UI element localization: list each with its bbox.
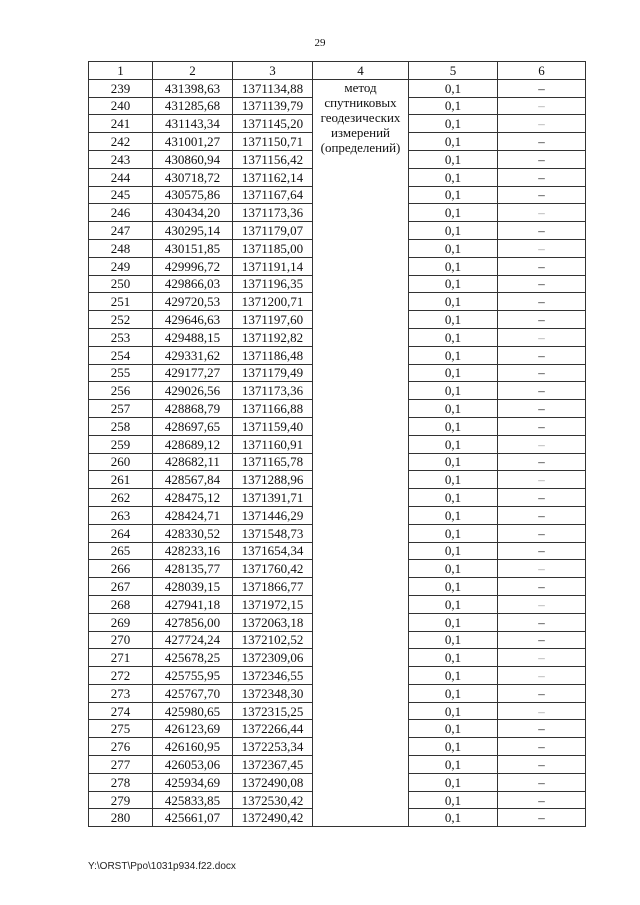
accuracy-cell: 0,1: [409, 756, 498, 774]
dash-cell: –: [498, 115, 586, 133]
accuracy-cell: 0,1: [409, 613, 498, 631]
header-col-1: 1: [89, 62, 153, 80]
accuracy-cell: 0,1: [409, 115, 498, 133]
dash-cell: –: [498, 595, 586, 613]
dash-cell: –: [498, 631, 586, 649]
accuracy-cell: 0,1: [409, 524, 498, 542]
x-coordinate-cell: 431285,68: [153, 97, 233, 115]
point-number-cell: 241: [89, 115, 153, 133]
y-coordinate-cell: 1371197,60: [233, 311, 313, 329]
y-coordinate-cell: 1372315,25: [233, 702, 313, 720]
point-number-cell: 273: [89, 684, 153, 702]
x-coordinate-cell: 430151,85: [153, 239, 233, 257]
accuracy-cell: 0,1: [409, 257, 498, 275]
dash-cell: –: [498, 364, 586, 382]
accuracy-cell: 0,1: [409, 506, 498, 524]
x-coordinate-cell: 427941,18: [153, 595, 233, 613]
point-number-cell: 240: [89, 97, 153, 115]
accuracy-cell: 0,1: [409, 489, 498, 507]
point-number-cell: 248: [89, 239, 153, 257]
dash-cell: –: [498, 471, 586, 489]
accuracy-cell: 0,1: [409, 346, 498, 364]
dash-cell: –: [498, 791, 586, 809]
point-number-cell: 259: [89, 435, 153, 453]
dash-cell: –: [498, 97, 586, 115]
y-coordinate-cell: 1371548,73: [233, 524, 313, 542]
accuracy-cell: 0,1: [409, 453, 498, 471]
accuracy-cell: 0,1: [409, 382, 498, 400]
dash-cell: –: [498, 560, 586, 578]
dash-cell: –: [498, 453, 586, 471]
point-number-cell: 277: [89, 756, 153, 774]
y-coordinate-cell: 1371200,71: [233, 293, 313, 311]
y-coordinate-cell: 1371165,78: [233, 453, 313, 471]
dash-cell: –: [498, 293, 586, 311]
y-coordinate-cell: 1371972,15: [233, 595, 313, 613]
x-coordinate-cell: 428682,11: [153, 453, 233, 471]
page-number: 29: [314, 37, 326, 49]
point-number-cell: 271: [89, 649, 153, 667]
accuracy-cell: 0,1: [409, 809, 498, 827]
accuracy-cell: 0,1: [409, 364, 498, 382]
point-number-cell: 276: [89, 738, 153, 756]
y-coordinate-cell: 1371150,71: [233, 133, 313, 151]
dash-cell: –: [498, 346, 586, 364]
point-number-cell: 243: [89, 150, 153, 168]
y-coordinate-cell: 1371760,42: [233, 560, 313, 578]
y-coordinate-cell: 1371145,20: [233, 115, 313, 133]
x-coordinate-cell: 429646,63: [153, 311, 233, 329]
accuracy-cell: 0,1: [409, 631, 498, 649]
accuracy-cell: 0,1: [409, 667, 498, 685]
y-coordinate-cell: 1371288,96: [233, 471, 313, 489]
x-coordinate-cell: 431001,27: [153, 133, 233, 151]
y-coordinate-cell: 1372530,42: [233, 791, 313, 809]
point-number-cell: 269: [89, 613, 153, 631]
x-coordinate-cell: 429996,72: [153, 257, 233, 275]
accuracy-cell: 0,1: [409, 560, 498, 578]
point-number-cell: 280: [89, 809, 153, 827]
x-coordinate-cell: 428868,79: [153, 400, 233, 418]
y-coordinate-cell: 1371391,71: [233, 489, 313, 507]
dash-cell: –: [498, 702, 586, 720]
point-number-cell: 251: [89, 293, 153, 311]
y-coordinate-cell: 1371134,88: [233, 79, 313, 97]
accuracy-cell: 0,1: [409, 150, 498, 168]
dash-cell: –: [498, 79, 586, 97]
dash-cell: –: [498, 649, 586, 667]
x-coordinate-cell: 431143,34: [153, 115, 233, 133]
x-coordinate-cell: 430295,14: [153, 222, 233, 240]
y-coordinate-cell: 1371173,36: [233, 382, 313, 400]
x-coordinate-cell: 428233,16: [153, 542, 233, 560]
point-number-cell: 253: [89, 328, 153, 346]
point-number-cell: 263: [89, 506, 153, 524]
x-coordinate-cell: 428689,12: [153, 435, 233, 453]
method-text-line: метод: [344, 79, 377, 95]
x-coordinate-cell: 429331,62: [153, 346, 233, 364]
point-number-cell: 261: [89, 471, 153, 489]
y-coordinate-cell: 1371160,91: [233, 435, 313, 453]
y-coordinate-cell: 1371159,40: [233, 417, 313, 435]
y-coordinate-cell: 1371166,88: [233, 400, 313, 418]
point-number-cell: 260: [89, 453, 153, 471]
dash-cell: –: [498, 773, 586, 791]
y-coordinate-cell: 1371167,64: [233, 186, 313, 204]
dash-cell: –: [498, 400, 586, 418]
y-coordinate-cell: 1372309,06: [233, 649, 313, 667]
accuracy-cell: 0,1: [409, 311, 498, 329]
accuracy-cell: 0,1: [409, 328, 498, 346]
y-coordinate-cell: 1372063,18: [233, 613, 313, 631]
x-coordinate-cell: 425980,65: [153, 702, 233, 720]
dash-cell: –: [498, 809, 586, 827]
dash-cell: –: [498, 720, 586, 738]
y-coordinate-cell: 1371156,42: [233, 150, 313, 168]
dash-cell: –: [498, 204, 586, 222]
method-text-line: (определений): [320, 139, 401, 155]
accuracy-cell: 0,1: [409, 293, 498, 311]
dash-cell: –: [498, 417, 586, 435]
accuracy-cell: 0,1: [409, 578, 498, 596]
point-number-cell: 272: [89, 667, 153, 685]
x-coordinate-cell: 428697,65: [153, 417, 233, 435]
accuracy-cell: 0,1: [409, 239, 498, 257]
x-coordinate-cell: 429177,27: [153, 364, 233, 382]
accuracy-cell: 0,1: [409, 222, 498, 240]
dash-cell: –: [498, 168, 586, 186]
y-coordinate-cell: 1371446,29: [233, 506, 313, 524]
point-number-cell: 262: [89, 489, 153, 507]
y-coordinate-cell: 1372266,44: [233, 720, 313, 738]
x-coordinate-cell: 431398,63: [153, 79, 233, 97]
method-text-line: измерений: [330, 124, 391, 140]
dash-cell: –: [498, 311, 586, 329]
x-coordinate-cell: 426123,69: [153, 720, 233, 738]
point-number-cell: 274: [89, 702, 153, 720]
header-col-6: 6: [498, 62, 586, 80]
point-number-cell: 254: [89, 346, 153, 364]
x-coordinate-cell: 425934,69: [153, 773, 233, 791]
accuracy-cell: 0,1: [409, 97, 498, 115]
y-coordinate-cell: 1371173,36: [233, 204, 313, 222]
dash-cell: –: [498, 756, 586, 774]
table-body: [89, 79, 586, 826]
y-coordinate-cell: 1372490,08: [233, 773, 313, 791]
dash-cell: –: [498, 222, 586, 240]
y-coordinate-cell: 1371179,49: [233, 364, 313, 382]
y-coordinate-cell: 1371192,82: [233, 328, 313, 346]
x-coordinate-cell: 430718,72: [153, 168, 233, 186]
point-number-cell: 239: [89, 79, 153, 97]
point-number-cell: 268: [89, 595, 153, 613]
header-col-2: 2: [153, 62, 233, 80]
point-number-cell: 266: [89, 560, 153, 578]
point-number-cell: 247: [89, 222, 153, 240]
table-header-row: [89, 62, 586, 80]
x-coordinate-cell: 427856,00: [153, 613, 233, 631]
y-coordinate-cell: 1371185,00: [233, 239, 313, 257]
header-col-3: 3: [233, 62, 313, 80]
file-path-footer: Y:\ORST\Ppo\1031p934.f22.docx: [88, 861, 236, 872]
accuracy-cell: 0,1: [409, 773, 498, 791]
point-number-cell: 245: [89, 186, 153, 204]
y-coordinate-cell: 1371162,14: [233, 168, 313, 186]
accuracy-cell: 0,1: [409, 702, 498, 720]
dash-cell: –: [498, 578, 586, 596]
accuracy-cell: 0,1: [409, 738, 498, 756]
dash-cell: –: [498, 524, 586, 542]
dash-cell: –: [498, 542, 586, 560]
x-coordinate-cell: 429720,53: [153, 293, 233, 311]
dash-cell: –: [498, 613, 586, 631]
x-coordinate-cell: 425833,85: [153, 791, 233, 809]
x-coordinate-cell: 428475,12: [153, 489, 233, 507]
accuracy-cell: 0,1: [409, 595, 498, 613]
x-coordinate-cell: 428135,77: [153, 560, 233, 578]
x-coordinate-cell: 430575,86: [153, 186, 233, 204]
x-coordinate-cell: 425755,95: [153, 667, 233, 685]
y-coordinate-cell: 1371139,79: [233, 97, 313, 115]
accuracy-cell: 0,1: [409, 471, 498, 489]
point-number-cell: 246: [89, 204, 153, 222]
point-number-cell: 256: [89, 382, 153, 400]
method-text-line: геодезических: [320, 109, 401, 125]
dash-cell: –: [498, 435, 586, 453]
point-number-cell: 249: [89, 257, 153, 275]
dash-cell: –: [498, 239, 586, 257]
point-number-cell: 257: [89, 400, 153, 418]
x-coordinate-cell: 426160,95: [153, 738, 233, 756]
accuracy-cell: 0,1: [409, 542, 498, 560]
accuracy-cell: 0,1: [409, 684, 498, 702]
dash-cell: –: [498, 150, 586, 168]
point-number-cell: 267: [89, 578, 153, 596]
accuracy-cell: 0,1: [409, 417, 498, 435]
y-coordinate-cell: 1371191,14: [233, 257, 313, 275]
dash-cell: –: [498, 667, 586, 685]
accuracy-cell: 0,1: [409, 186, 498, 204]
x-coordinate-cell: 426053,06: [153, 756, 233, 774]
x-coordinate-cell: 430860,94: [153, 150, 233, 168]
point-number-cell: 252: [89, 311, 153, 329]
y-coordinate-cell: 1372346,55: [233, 667, 313, 685]
x-coordinate-cell: 428330,52: [153, 524, 233, 542]
point-number-cell: 264: [89, 524, 153, 542]
accuracy-cell: 0,1: [409, 791, 498, 809]
y-coordinate-cell: 1372367,45: [233, 756, 313, 774]
accuracy-cell: 0,1: [409, 204, 498, 222]
y-coordinate-cell: 1372253,34: [233, 738, 313, 756]
y-coordinate-cell: 1371654,34: [233, 542, 313, 560]
point-number-cell: 278: [89, 773, 153, 791]
dash-cell: –: [498, 328, 586, 346]
accuracy-cell: 0,1: [409, 168, 498, 186]
point-number-cell: 270: [89, 631, 153, 649]
x-coordinate-cell: 430434,20: [153, 204, 233, 222]
point-number-cell: 250: [89, 275, 153, 293]
x-coordinate-cell: 429026,56: [153, 382, 233, 400]
point-number-cell: 265: [89, 542, 153, 560]
x-coordinate-cell: 425767,70: [153, 684, 233, 702]
y-coordinate-cell: 1371866,77: [233, 578, 313, 596]
dash-cell: –: [498, 684, 586, 702]
method-cell: [313, 79, 409, 826]
x-coordinate-cell: 425661,07: [153, 809, 233, 827]
x-coordinate-cell: 428424,71: [153, 506, 233, 524]
dash-cell: –: [498, 275, 586, 293]
x-coordinate-cell: 429488,15: [153, 328, 233, 346]
point-number-cell: 258: [89, 417, 153, 435]
y-coordinate-cell: 1371196,35: [233, 275, 313, 293]
point-number-cell: 255: [89, 364, 153, 382]
header-col-4: 4: [313, 62, 409, 80]
y-coordinate-cell: 1372102,52: [233, 631, 313, 649]
accuracy-cell: 0,1: [409, 79, 498, 97]
x-coordinate-cell: 428567,84: [153, 471, 233, 489]
y-coordinate-cell: 1371179,07: [233, 222, 313, 240]
dash-cell: –: [498, 506, 586, 524]
table-row: [89, 79, 586, 97]
dash-cell: –: [498, 489, 586, 507]
dash-cell: –: [498, 382, 586, 400]
x-coordinate-cell: 428039,15: [153, 578, 233, 596]
accuracy-cell: 0,1: [409, 720, 498, 738]
accuracy-cell: 0,1: [409, 435, 498, 453]
point-number-cell: 242: [89, 133, 153, 151]
x-coordinate-cell: 427724,24: [153, 631, 233, 649]
point-number-cell: 279: [89, 791, 153, 809]
header-col-5: 5: [409, 62, 498, 80]
dash-cell: –: [498, 257, 586, 275]
y-coordinate-cell: 1372348,30: [233, 684, 313, 702]
dash-cell: –: [498, 738, 586, 756]
x-coordinate-cell: 425678,25: [153, 649, 233, 667]
dash-cell: –: [498, 133, 586, 151]
accuracy-cell: 0,1: [409, 133, 498, 151]
method-text-line: спутниковых: [324, 94, 397, 110]
accuracy-cell: 0,1: [409, 649, 498, 667]
point-number-cell: 244: [89, 168, 153, 186]
y-coordinate-cell: 1372490,42: [233, 809, 313, 827]
x-coordinate-cell: 429866,03: [153, 275, 233, 293]
accuracy-cell: 0,1: [409, 400, 498, 418]
coordinates-table: [88, 61, 586, 827]
point-number-cell: 275: [89, 720, 153, 738]
y-coordinate-cell: 1371186,48: [233, 346, 313, 364]
dash-cell: –: [498, 186, 586, 204]
accuracy-cell: 0,1: [409, 275, 498, 293]
